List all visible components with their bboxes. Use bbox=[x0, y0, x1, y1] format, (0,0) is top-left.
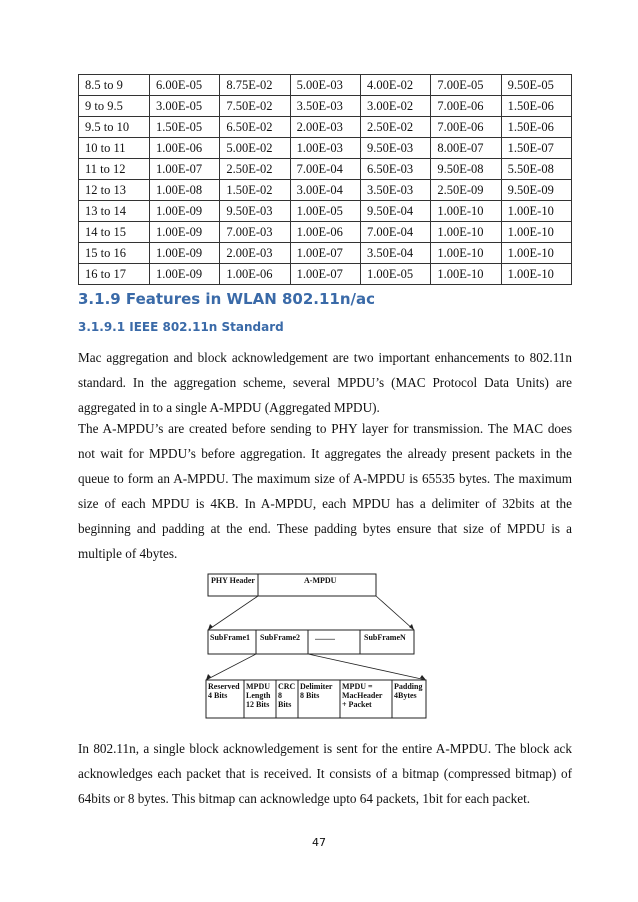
table-value-cell: 2.00E-03 bbox=[290, 117, 360, 138]
table-value-cell: 7.00E-06 bbox=[431, 96, 501, 117]
ber-table bbox=[78, 74, 572, 285]
table-row bbox=[79, 201, 572, 222]
table-row bbox=[79, 75, 572, 96]
table-value-cell: 1.00E-06 bbox=[220, 264, 290, 285]
table-range-cell: 12 to 13 bbox=[79, 180, 150, 201]
table-value-cell: 2.00E-03 bbox=[220, 243, 290, 264]
table-value-cell: 3.00E-05 bbox=[150, 96, 220, 117]
table-value-cell: 1.00E-09 bbox=[150, 201, 220, 222]
table-value-cell: 1.00E-10 bbox=[501, 222, 571, 243]
table-value-cell: 7.00E-04 bbox=[290, 159, 360, 180]
table-range-cell: 15 to 16 bbox=[79, 243, 150, 264]
table-value-cell: 6.50E-03 bbox=[360, 159, 430, 180]
table-range-cell: 11 to 12 bbox=[79, 159, 150, 180]
table-value-cell: 7.50E-02 bbox=[220, 96, 290, 117]
table-value-cell: 3.50E-03 bbox=[290, 96, 360, 117]
table-value-cell: 1.00E-07 bbox=[290, 264, 360, 285]
table-row bbox=[79, 96, 572, 117]
table-row bbox=[79, 180, 572, 201]
table-value-cell: 4.00E-02 bbox=[360, 75, 430, 96]
reserved-size: 4 Bits bbox=[208, 691, 228, 700]
delimiter-size: 8 Bits bbox=[300, 691, 320, 700]
mpdu-label-2: MacHeader bbox=[342, 691, 383, 700]
paragraph-ampdu-details: The A-MPDU’s are created before sending to PHY layer for transmission. The MAC does not wait for MPDU’s before aggregation. It aggregates the already present packets in the queue to form an A-MPDU. The maximum size of A-MPDU is 65535 bytes. The maximum size of each MPDU is 4KB. In A-MPDU, each MPDU has a delimiter of 32bits at the beginning and padding at the end. These padding bytes ensure that size of MPDU is a multiple of 4bytes. bbox=[78, 421, 572, 561]
table-value-cell: 5.50E-08 bbox=[501, 159, 571, 180]
table-value-cell: 1.50E-06 bbox=[501, 117, 571, 138]
table-value-cell: 8.75E-02 bbox=[220, 75, 290, 96]
ampdu-label: A-MPDU bbox=[304, 576, 337, 585]
reserved-label: Reserved bbox=[208, 682, 240, 691]
table-value-cell: 3.50E-04 bbox=[360, 243, 430, 264]
table-value-cell: 1.50E-05 bbox=[150, 117, 220, 138]
table-value-cell: 1.00E-10 bbox=[501, 243, 571, 264]
table-value-cell: 5.00E-02 bbox=[220, 138, 290, 159]
table-value-cell: 3.00E-02 bbox=[360, 96, 430, 117]
mpdu-length-label-1: MPDU bbox=[246, 682, 270, 691]
crc-label: CRC bbox=[278, 682, 296, 691]
table-range-cell: 16 to 17 bbox=[79, 264, 150, 285]
table-value-cell: 2.50E-09 bbox=[431, 180, 501, 201]
table-range-cell: 13 to 14 bbox=[79, 201, 150, 222]
table-value-cell: 1.00E-10 bbox=[431, 222, 501, 243]
table-value-cell: 1.00E-09 bbox=[150, 243, 220, 264]
table-value-cell: 7.00E-06 bbox=[431, 117, 501, 138]
table-range-cell: 10 to 11 bbox=[79, 138, 150, 159]
phy-header-label: PHY Header bbox=[211, 576, 255, 585]
table-row bbox=[79, 264, 572, 285]
table-value-cell: 3.00E-04 bbox=[290, 180, 360, 201]
table-value-cell: 7.00E-04 bbox=[360, 222, 430, 243]
table-value-cell: 9.50E-08 bbox=[431, 159, 501, 180]
table-value-cell: 9.50E-05 bbox=[501, 75, 571, 96]
table-value-cell: 1.00E-08 bbox=[150, 180, 220, 201]
table-range-cell: 8.5 to 9 bbox=[79, 75, 150, 96]
table-value-cell: 6.50E-02 bbox=[220, 117, 290, 138]
subsection-heading: 3.1.9.1 IEEE 802.11n Standard bbox=[78, 320, 284, 334]
padding-size: 4Bytes bbox=[394, 691, 417, 700]
table-value-cell: 9.50E-09 bbox=[501, 180, 571, 201]
subframe1-label: SubFrame1 bbox=[210, 633, 250, 642]
table-row bbox=[79, 222, 572, 243]
table-value-cell: 1.00E-06 bbox=[290, 222, 360, 243]
table-value-cell: 9.50E-03 bbox=[360, 138, 430, 159]
table-range-cell: 14 to 15 bbox=[79, 222, 150, 243]
mpdu-length-label-2: Length bbox=[246, 691, 271, 700]
table-row bbox=[79, 138, 572, 159]
crc-unit: Bits bbox=[278, 700, 292, 709]
table-value-cell: 1.00E-10 bbox=[501, 201, 571, 222]
table-value-cell: 3.50E-03 bbox=[360, 180, 430, 201]
table-value-cell: 2.50E-02 bbox=[220, 159, 290, 180]
crc-size: 8 bbox=[278, 691, 282, 700]
table-value-cell: 6.00E-05 bbox=[150, 75, 220, 96]
table-range-cell: 9.5 to 10 bbox=[79, 117, 150, 138]
table-value-cell: 7.00E-05 bbox=[431, 75, 501, 96]
table-row bbox=[79, 159, 572, 180]
page-number: 47 bbox=[312, 836, 326, 849]
padding-label: Padding bbox=[394, 682, 423, 691]
mpdu-length-size: 12 Bits bbox=[246, 700, 270, 709]
table-value-cell: 1.00E-10 bbox=[431, 264, 501, 285]
paragraph-aggregation-intro: Mac aggregation and block acknowledgement are two important enhancements to 802.11n standard. In the aggregation scheme, several MPDU’s (MAC Protocol Data Units) are aggregated in to a single A-MPDU (Aggregated MPDU). bbox=[78, 350, 572, 415]
table-value-cell: 5.00E-03 bbox=[290, 75, 360, 96]
table-value-cell: 1.00E-07 bbox=[290, 243, 360, 264]
table-value-cell: 1.50E-06 bbox=[501, 96, 571, 117]
table-value-cell: 2.50E-02 bbox=[360, 117, 430, 138]
table-value-cell: 8.00E-07 bbox=[431, 138, 501, 159]
table-value-cell: 9.50E-04 bbox=[360, 201, 430, 222]
mpdu-label-3: + Packet bbox=[342, 700, 372, 709]
subframeN-label: SubFrameN bbox=[364, 633, 406, 642]
table-value-cell: 1.50E-02 bbox=[220, 180, 290, 201]
table-value-cell: 1.00E-09 bbox=[150, 264, 220, 285]
table-value-cell: 1.00E-05 bbox=[290, 201, 360, 222]
table-value-cell: 1.00E-09 bbox=[150, 222, 220, 243]
table-value-cell: 1.00E-07 bbox=[150, 159, 220, 180]
table-value-cell: 1.00E-10 bbox=[501, 264, 571, 285]
table-value-cell: 7.00E-03 bbox=[220, 222, 290, 243]
table-row bbox=[79, 243, 572, 264]
table-range-cell: 9 to 9.5 bbox=[79, 96, 150, 117]
table-value-cell: 1.00E-10 bbox=[431, 201, 501, 222]
section-heading: 3.1.9 Features in WLAN 802.11n/ac bbox=[78, 290, 376, 308]
mpdu-label-1: MPDU = bbox=[342, 682, 373, 691]
subframe2-label: SubFrame2 bbox=[260, 633, 300, 642]
table-value-cell: 1.00E-10 bbox=[431, 243, 501, 264]
paragraph-block-ack: In 802.11n, a single block acknowledgement is sent for the entire A-MPDU. The block ack acknowledges each packet that is received. It consists of a bitmap (compressed bitmap) of 64bits or 8 bytes. This bitmap can acknowledge upto 64 packets, 1bit for each packet. bbox=[78, 741, 572, 806]
ellipsis-label: .......... bbox=[315, 633, 335, 642]
delimiter-label: Delimiter bbox=[300, 682, 333, 691]
table-value-cell: 1.00E-03 bbox=[290, 138, 360, 159]
table-value-cell: 1.00E-06 bbox=[150, 138, 220, 159]
table-value-cell: 1.00E-05 bbox=[360, 264, 430, 285]
table-value-cell: 1.50E-07 bbox=[501, 138, 571, 159]
table-row bbox=[79, 117, 572, 138]
table-value-cell: 9.50E-03 bbox=[220, 201, 290, 222]
ampdu-frame-diagram bbox=[180, 568, 460, 720]
